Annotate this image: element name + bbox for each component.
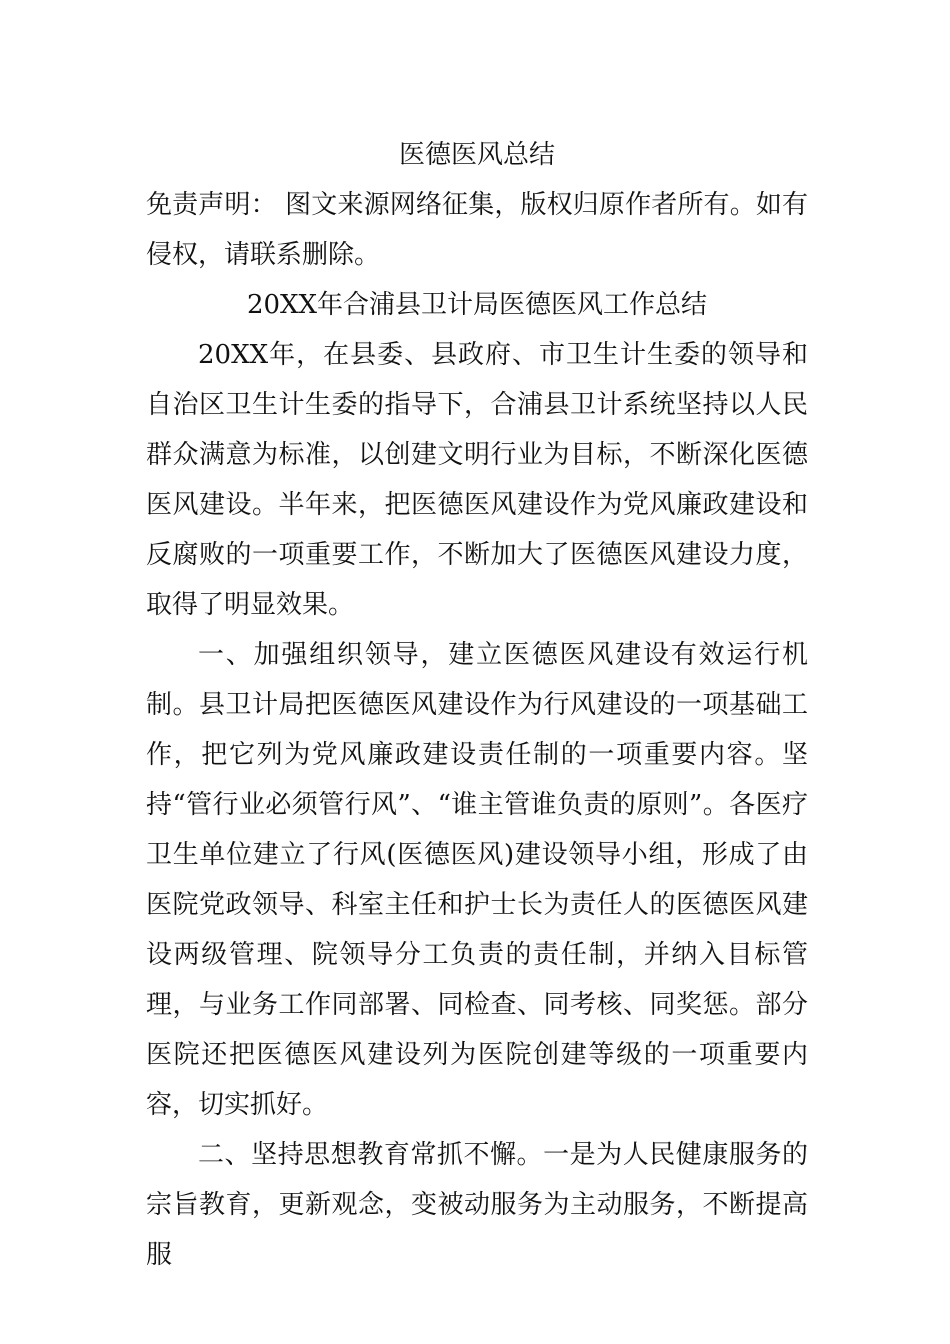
document-title: 医德医风总结 [398, 140, 555, 170]
document-page [146, 130, 808, 1280]
disclaimer-text: 免责声明： 图文来源网络征集，版权归原作者所有。如有侵权，请联系删除。 [146, 190, 808, 270]
paragraph-intro: 20XX年，在县委、县政府、市卫生计生委的领导和自治区卫生计生委的指导下，合浦县卫计系统坚持以人民群众满意为标准，以创建文明行业为目标，不断深化医德医风建设。半年来，把医德医风建设作为党风廉政建设和反腐败的一项重要工作，不断加大了医德医风建设力度，取得了明显效果。 [146, 340, 808, 620]
paragraph-section-1: 一、加强组织领导，建立医德医风建设有效运行机制。县卫计局把医德医风建设作为行风建设的一项基础工作，把它列为党风廉政建设责任制的一项重要内容。坚持“管行业必须管行风”、“谁主管谁负责的原则”。各医疗卫生单位建立了行风(医德医风)建设领导小组，形成了由医院党政领导、科室主任和护士长为责任人的医德医风建设两级管理、院领导分工负责的责任制，并纳入目标管理，与业务工作同部署、同检查、同考核、同奖惩。部分医院还把医德医风建设列为医院创建等级的一项重要内容，切实抓好。 [146, 640, 808, 1120]
document-subtitle: 20XX年合浦县卫计局医德医风工作总结 [246, 290, 708, 320]
paragraph-section-2: 二、坚持思想教育常抓不懈。一是为人民健康服务的宗旨教育，更新观念，变被动服务为主动服务，不断提高服 [146, 1140, 808, 1270]
